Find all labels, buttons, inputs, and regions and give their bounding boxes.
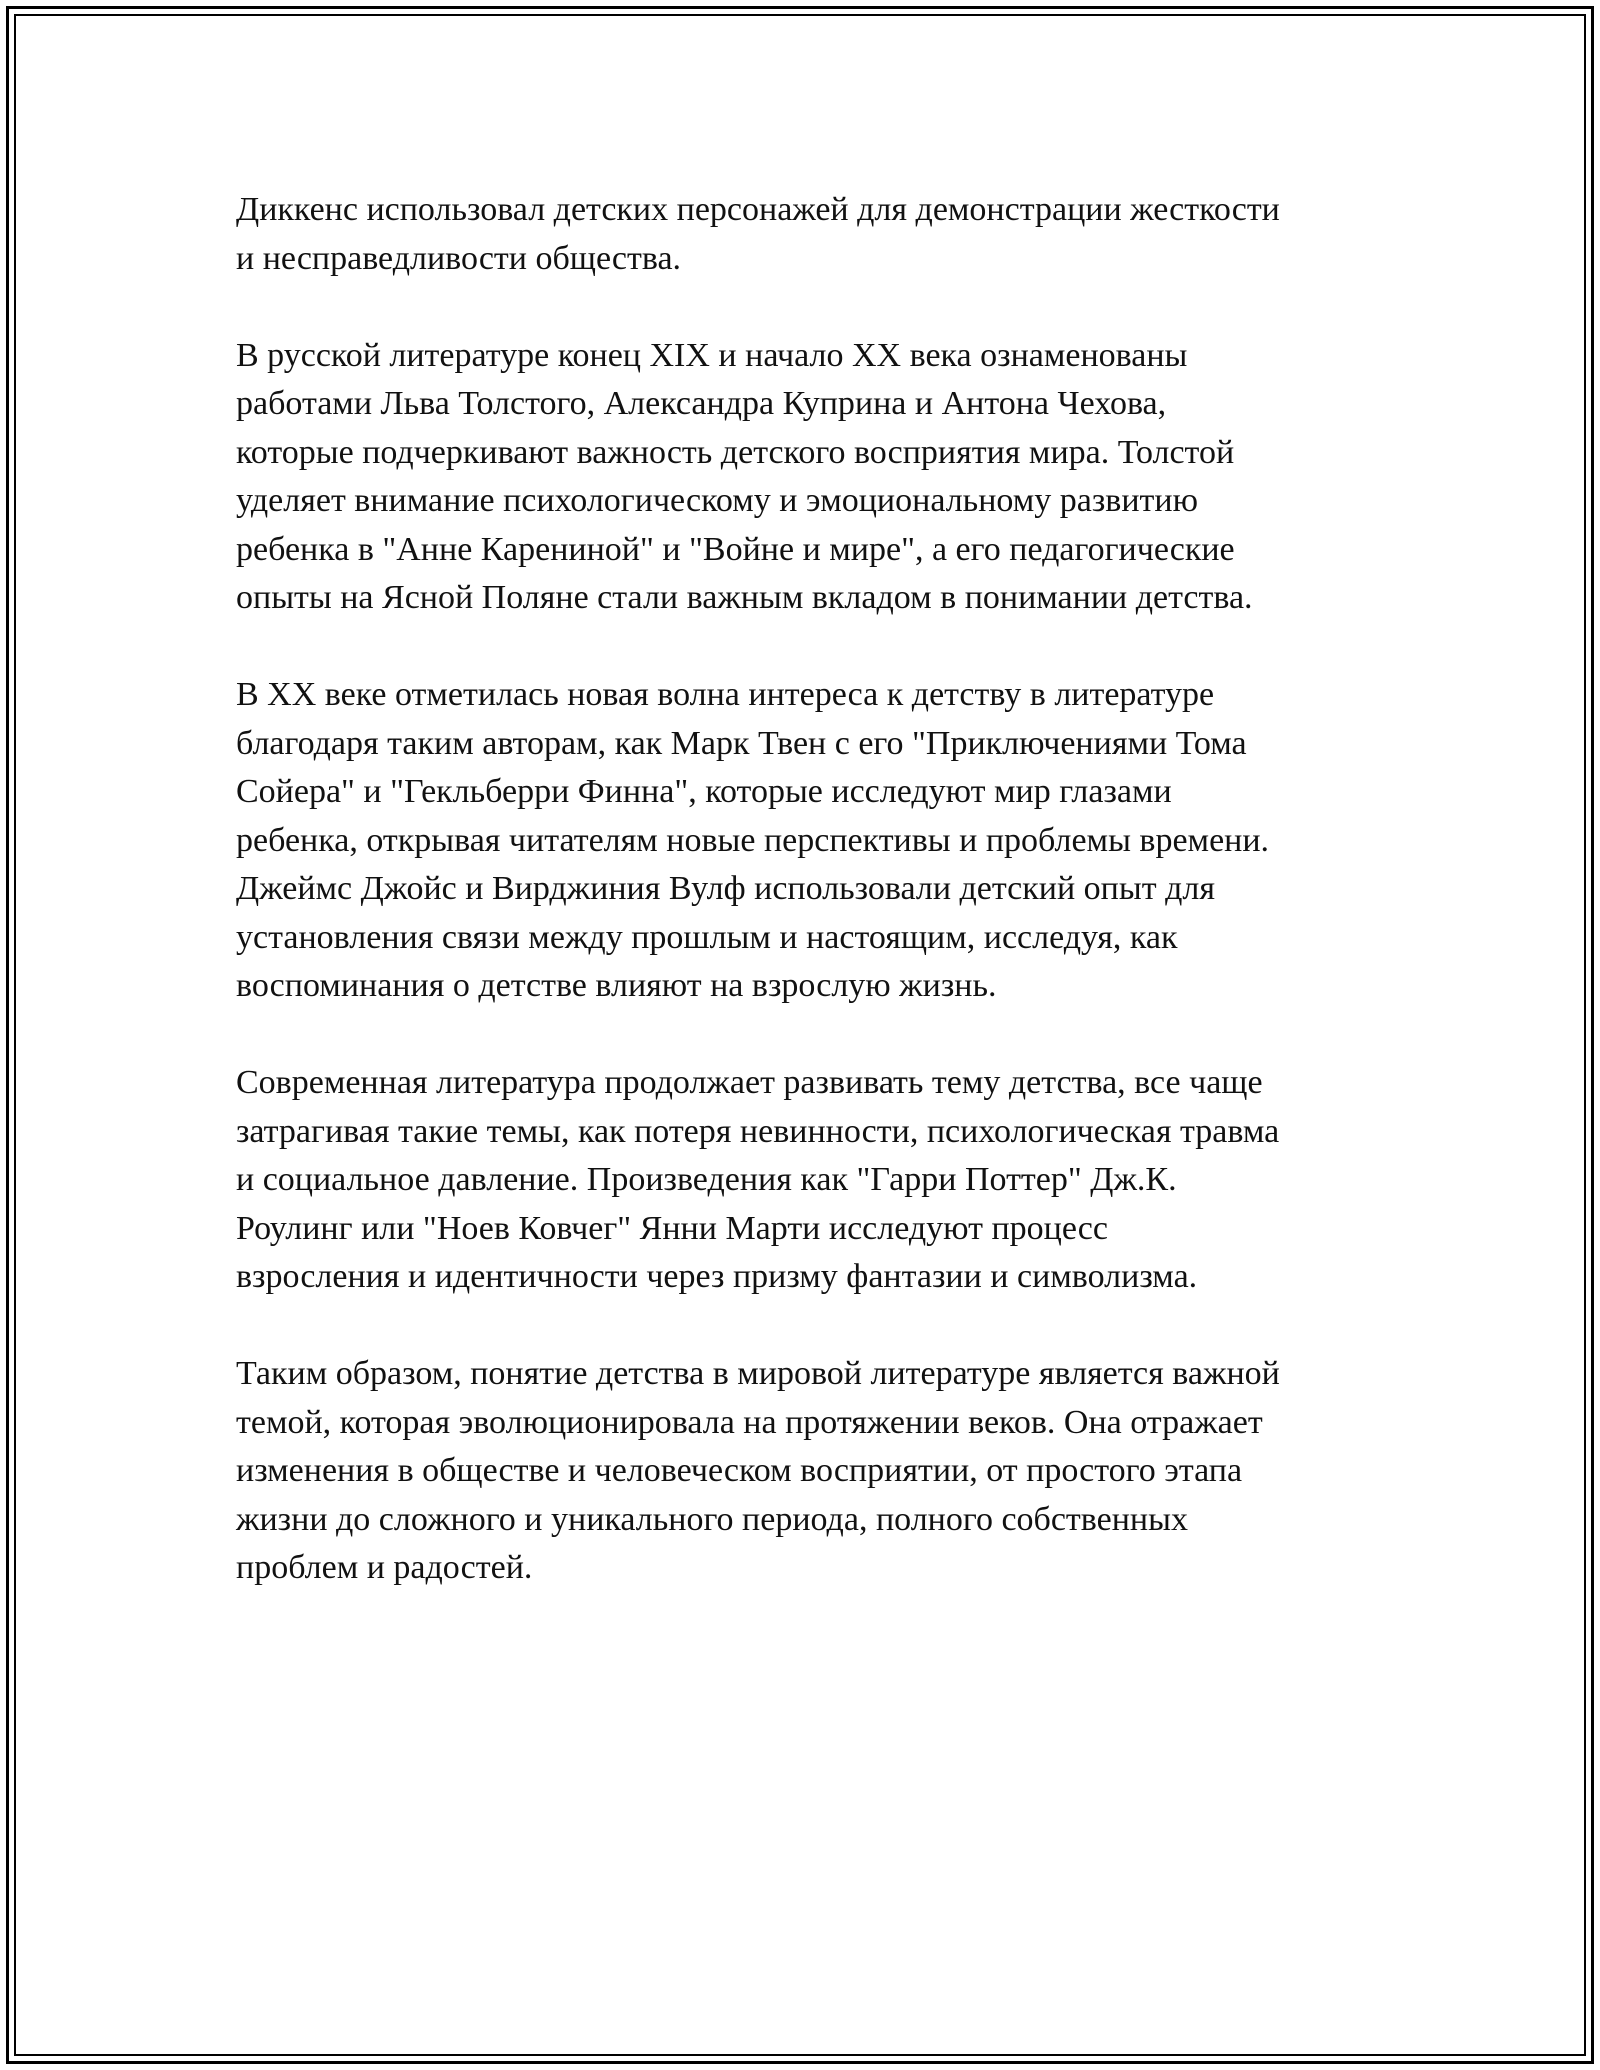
paragraph-russian-literature: В русской литературе конец XIX и начало XX века ознаменованы работами Льва Толстого, Александра Куприна и Антона Чехова, которые подчеркивают важность детского восприятия мира. Толстой уделяет внимание психологическому и эмоциональному развитию ребенка в "Анне Карениной" и "Войне и мире", а его педагогические опыты на Ясной Поляне стали важным вкладом в понимании детства.	[236, 336, 1253, 616]
paragraph-dickens: Диккенс использовал детских персонажей для демонстрации жесткости и несправедливости общества.	[236, 191, 1280, 277]
paragraph-conclusion: Таким образом, понятие детства в мировой литературе является важной темой, которая эволюционировала на протяжении веков. Она отражает изменения в обществе и человеческом восприятии, от простого этапа жизни до сложного и уникального периода, полного собственных проблем и радостей.	[236, 1355, 1280, 1586]
paragraph-twentieth-century: В XX веке отметилась новая волна интереса к детству в литературе благодаря таким авторам, как Марк Твен с его "Приключениями Тома Сойера" и "Гекльберри Финна", которые исследуют мир глазами ребенка, открывая читателям новые перспективы и проблемы времени. Джеймс Джойс и Вирджиния Вулф использовали детский опыт для установления связи между прошлым и настоящим, исследуя, как воспоминания о детстве влияют на взрослую жизнь.	[236, 676, 1270, 1004]
document-body	[236, 186, 1376, 1641]
paragraph-modern-literature: Современная литература продолжает развивать тему детства, все чаще затрагивая такие темы, как потеря невинности, психологическая травма и социальное давление. Произведения как "Гарри Поттер" Дж.К. Роулинг или "Ноев Ковчег" Янни Марти исследуют процесс взросления и идентичности через призму фантазии и символизма.	[236, 1064, 1280, 1295]
